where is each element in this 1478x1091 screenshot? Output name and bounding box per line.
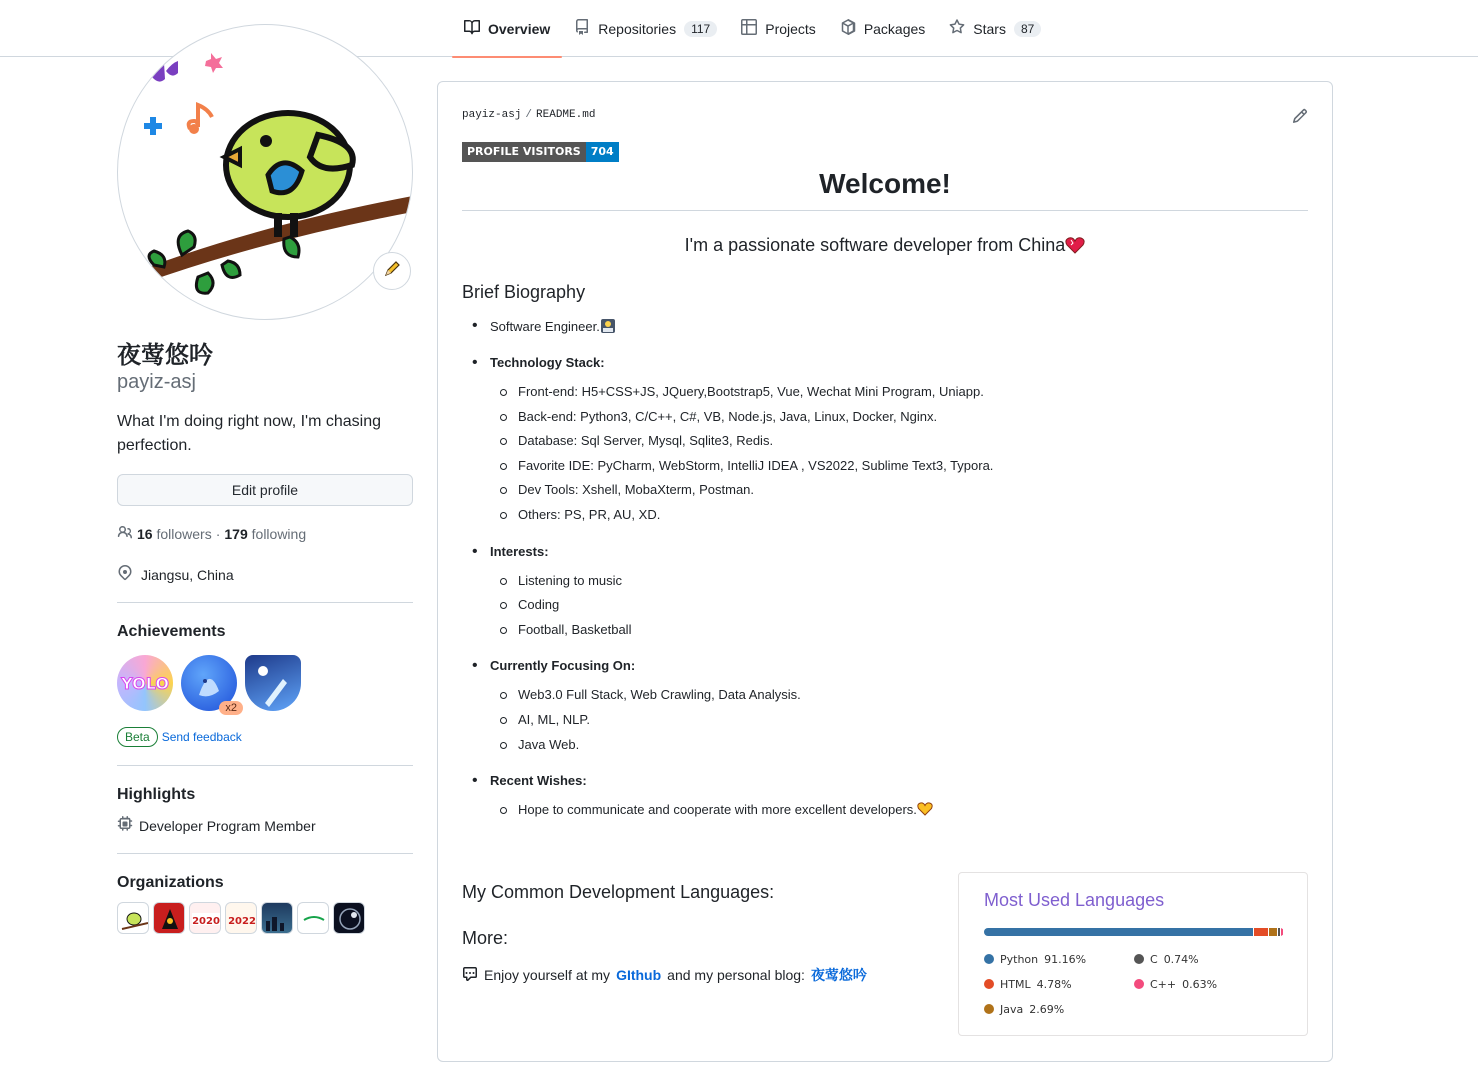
organization-list <box>117 902 413 934</box>
most-used-languages-card <box>958 872 1308 1036</box>
pencil-emoji-icon <box>383 260 401 283</box>
location-pin-icon <box>117 565 133 584</box>
badge-multiplier: x2 <box>219 701 243 715</box>
avatar-container <box>117 24 413 320</box>
visitors-label: PROFILE VISITORS <box>462 142 586 162</box>
beta-feedback-row <box>117 727 413 747</box>
org-avatar[interactable] <box>297 902 329 934</box>
beta-label: Beta <box>117 727 158 747</box>
profile-bio: What I'm doing right now, I'm chasing perfection. <box>117 413 382 454</box>
tab-label: Repositories <box>598 20 677 37</box>
send-feedback-link[interactable]: Send feedback <box>161 730 242 744</box>
wishes-label: Recent Wishes: <box>490 773 587 789</box>
bird-avatar-illustration <box>118 25 413 320</box>
list-item: Java Web. <box>490 735 1022 760</box>
list-item <box>462 658 1022 759</box>
focus-list <box>490 685 1022 759</box>
language-legend-item <box>984 976 1134 992</box>
intro-text: I'm a passionate software developer from China <box>684 235 1066 255</box>
brief-biography-heading: Brief Biography <box>462 282 586 302</box>
svg-text:2022: 2022 <box>228 916 256 927</box>
language-dot <box>1134 979 1144 989</box>
stars-counter: 87 <box>1014 21 1041 37</box>
yolo-achievement-badge[interactable] <box>117 655 173 711</box>
list-item <box>462 773 1022 825</box>
readme-card <box>437 81 1333 1062</box>
languages-heading: My Common Development Languages: <box>462 882 775 902</box>
org-avatar[interactable] <box>333 902 365 934</box>
avatar[interactable] <box>117 24 413 320</box>
tab-projects[interactable] <box>729 0 828 57</box>
language-percent: 0.63% <box>1182 977 1218 991</box>
language-dot <box>984 1004 994 1014</box>
list-item: Front-end: H5+CSS+JS, JQuery,Bootstrap5, Vue, Wechat Mini Program, Uniapp. <box>490 382 1022 407</box>
language-name: HTML <box>1000 977 1031 991</box>
more-heading: More: <box>462 928 509 948</box>
list-item <box>462 544 1022 645</box>
language-bar-segment <box>984 928 1253 936</box>
language-name: Python <box>1000 952 1039 966</box>
followers-label: followers <box>156 525 212 542</box>
profile-tabs <box>452 0 1053 57</box>
list-item: Dev Tools: Xshell, MobaXterm, Postman. <box>490 480 1022 505</box>
package-icon <box>840 19 856 38</box>
profile-visitors-badge <box>462 142 619 162</box>
tab-label: Stars <box>973 20 1006 37</box>
list-item: Back-end: Python3, C/C++, C#, VB, Node.js, Java, Linux, Docker, Nginx. <box>490 407 1022 432</box>
followers-count: 16 <box>137 525 153 542</box>
tab-overview[interactable] <box>452 0 562 57</box>
software-engineer-text: Software Engineer. <box>490 319 600 334</box>
repo-icon <box>574 19 590 38</box>
edit-profile-button[interactable]: Edit profile <box>117 474 413 506</box>
following-label: following <box>251 525 307 542</box>
language-dot <box>1134 954 1144 964</box>
more-line <box>462 965 867 985</box>
list-item: Favorite IDE: PyCharm, WebStorm, IntelliJ IDEA , VS2022, Sublime Text3, Typora. <box>490 456 1022 481</box>
more-prefix-text: Enjoy yourself at my <box>484 967 611 983</box>
profile-login: payiz-asj <box>117 371 196 393</box>
list-item: Web3.0 Full Stack, Web Crawling, Data Analysis. <box>490 685 1022 710</box>
language-dot <box>984 954 994 964</box>
tech-stack-list <box>490 382 1022 530</box>
github-link[interactable]: GIthub <box>616 967 662 983</box>
avatar-edit-button[interactable] <box>373 252 411 290</box>
technologist-emoji-icon <box>600 319 616 334</box>
location-text: Jiangsu, China <box>141 566 234 583</box>
profile-sidebar <box>117 24 413 934</box>
tab-label: Projects <box>765 20 816 37</box>
organizations-title: Organizations <box>117 874 224 891</box>
interests-label: Interests: <box>490 543 549 559</box>
language-name: Java <box>1000 1002 1024 1016</box>
org-avatar[interactable] <box>225 902 257 934</box>
table-icon <box>741 19 757 38</box>
pull-shark-achievement-badge[interactable] <box>181 655 237 714</box>
org-avatar[interactable] <box>261 902 293 934</box>
people-icon <box>117 524 133 543</box>
languages-legend <box>984 951 1284 1017</box>
highlights-title: Highlights <box>117 786 196 803</box>
language-legend-item <box>984 1001 1134 1017</box>
language-bar-segment <box>1281 928 1283 936</box>
language-legend-item <box>1134 951 1284 967</box>
cpu-icon <box>117 816 133 835</box>
list-item: Database: Sql Server, Mysql, Sqlite3, Redis. <box>490 431 1022 456</box>
org-avatar[interactable] <box>117 902 149 934</box>
separator-dot: · <box>215 525 221 542</box>
divider <box>117 853 413 854</box>
readme-welcome-heading: Welcome! <box>462 168 1308 211</box>
divider <box>117 765 413 766</box>
list-item <box>462 318 1022 355</box>
language-bar-segment <box>1254 928 1268 936</box>
following-count: 179 <box>224 525 248 542</box>
readme-path-file: README.md <box>536 109 596 121</box>
profile-name: 夜莺悠吟 <box>117 341 213 369</box>
following-link[interactable] <box>224 526 306 542</box>
speech-bubble-icon <box>462 966 478 985</box>
wishes-list <box>490 800 1022 825</box>
org-avatar[interactable] <box>153 902 185 934</box>
divider <box>117 602 413 603</box>
focus-label: Currently Focusing On: <box>490 658 636 674</box>
languages-progress-bar <box>984 928 1284 936</box>
more-middle-text: and my personal blog: <box>667 967 805 983</box>
language-percent: 91.16% <box>1044 952 1087 966</box>
languages-card-title: Most Used Languages <box>984 890 1165 910</box>
tech-stack-label: Technology Stack: <box>490 355 605 370</box>
language-bar-segment <box>1278 928 1280 936</box>
language-name: C++ <box>1150 977 1177 991</box>
star-icon <box>949 19 965 38</box>
yellow-heart-icon <box>917 802 933 817</box>
book-icon <box>464 19 480 38</box>
language-name: C <box>1150 952 1158 966</box>
org-avatar[interactable] <box>189 902 221 934</box>
svg-text:2020: 2020 <box>192 916 220 927</box>
language-percent: 0.74% <box>1163 952 1199 966</box>
language-bar-segment <box>1269 928 1277 936</box>
list-item: Coding <box>490 595 1022 620</box>
tab-label: Overview <box>488 20 551 37</box>
language-percent: 4.78% <box>1036 977 1072 991</box>
list-item: Football, Basketball <box>490 620 1022 645</box>
pencil-icon <box>1292 111 1308 128</box>
list-item: Others: PS, PR, AU, XD. <box>490 505 1022 530</box>
readme-intro <box>462 235 1308 256</box>
list-item: AI, ML, NLP. <box>490 710 1022 735</box>
language-dot <box>984 979 994 989</box>
heart-emoji-icon <box>1065 235 1085 255</box>
highlight-text: Developer Program Member <box>139 817 316 834</box>
readme-path <box>462 109 595 121</box>
blog-link[interactable]: 夜莺悠吟 <box>810 967 867 983</box>
list-item <box>462 355 1022 530</box>
interests-list <box>490 571 1022 645</box>
language-legend-item <box>1134 976 1284 992</box>
language-legend-item <box>984 951 1134 967</box>
tab-packages[interactable] <box>828 0 937 57</box>
achievements-title[interactable]: Achievements <box>117 623 226 640</box>
list-item <box>490 800 1022 825</box>
language-percent: 2.69% <box>1029 1002 1065 1016</box>
list-item: Listening to music <box>490 571 1022 596</box>
svg-text:YOLO: YOLO <box>121 674 169 693</box>
achievement-badges <box>117 655 413 714</box>
location <box>117 565 413 584</box>
starstruck-achievement-badge[interactable] <box>245 655 301 711</box>
tab-stars[interactable] <box>937 0 1053 57</box>
tab-repositories[interactable] <box>562 0 729 57</box>
followers-link[interactable] <box>137 526 212 542</box>
tab-label: Packages <box>863 20 926 37</box>
visitors-count: 704 <box>586 142 619 162</box>
path-separator: / <box>525 109 533 121</box>
biography-list <box>462 318 1022 825</box>
wish-text: Hope to communicate and cooperate with more excellent developers. <box>518 802 917 818</box>
developer-program-highlight[interactable] <box>117 816 413 835</box>
follow-stats <box>117 524 413 543</box>
repositories-counter: 117 <box>684 21 717 37</box>
edit-readme-button[interactable] <box>1292 108 1308 129</box>
readme-path-user[interactable]: payiz-asj <box>462 109 522 121</box>
